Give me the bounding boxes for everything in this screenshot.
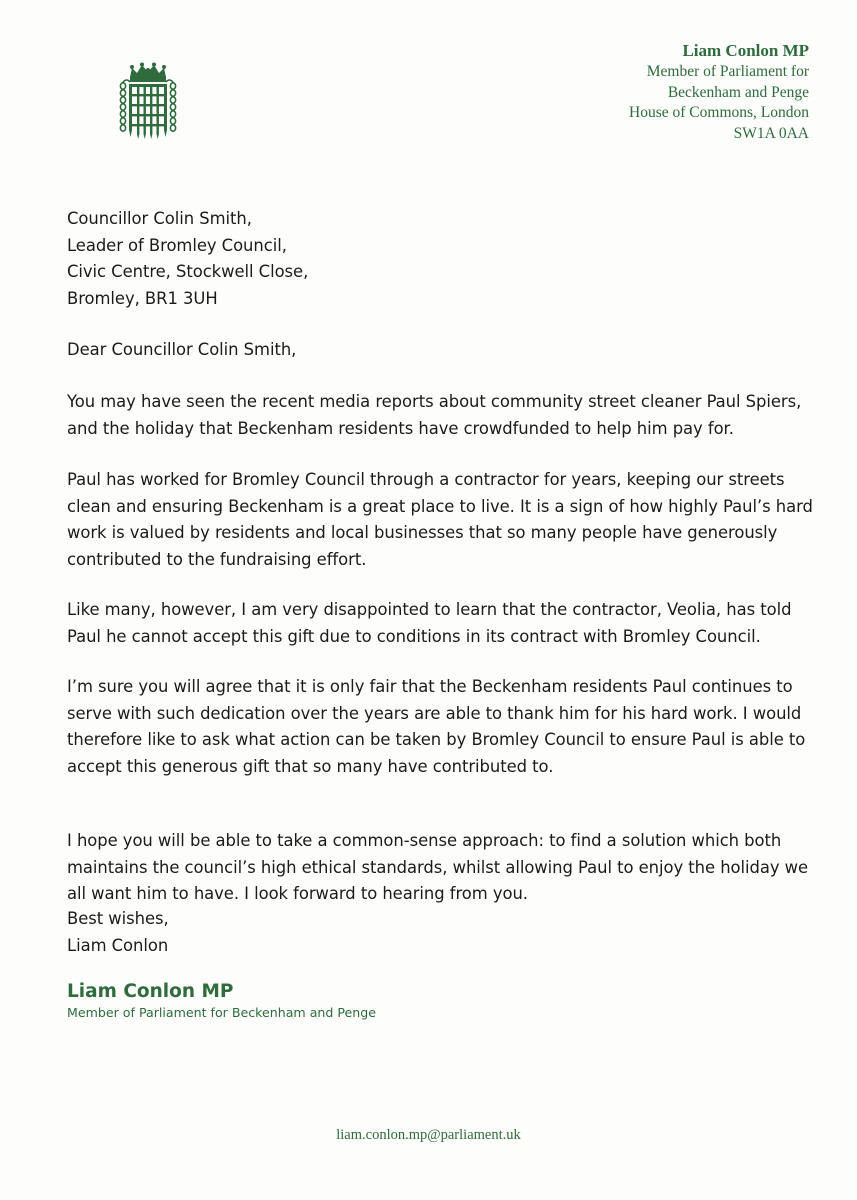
letterhead-name: Liam Conlon MP (682, 41, 809, 60)
closing-name: Liam Conlon (67, 935, 169, 955)
closing (67, 906, 827, 959)
body-paragraph: You may have seen the recent media reports about community street cleaner Paul Spiers, and the holiday that Beckenham residents have crowdfunded to help him pay for. (67, 392, 802, 438)
letterhead-postcode: SW1A 0AA (733, 124, 809, 142)
recipient-line: Civic Centre, Stockwell Close, (67, 262, 309, 281)
recipient-line: Leader of Bromley Council, (67, 235, 287, 255)
body-paragraph: I hope you will be able to take a common-sense approach: to find a solution which both maintains the council’s high ethical standards, whilst allowing Paul to enjoy the holiday we all want him to have. I look forward to hearing from you. (67, 831, 809, 903)
body-paragraph: Like many, however, I am very disappointed to learn that the contractor, Veolia, has told Paul he cannot accept this gift due to conditions in its contract with Bromley Council. (67, 600, 792, 646)
closing-signoff: Best wishes, (67, 909, 169, 928)
letterhead (629, 40, 809, 144)
body-paragraph: Paul has worked for Bromley Council through a contractor for years, keeping our streets clean and ensuring Beckenham is a great place to live. It is a sign of how highly Paul’s hard work is valued by residents and local businesses that so many people have generously contributed to the fundraising effort. (67, 470, 813, 569)
signature-block (67, 980, 376, 1022)
signature-name: Liam Conlon MP (67, 981, 234, 1002)
letterhead-line: Beckenham and Penge (667, 83, 809, 101)
portcullis-icon (113, 62, 183, 140)
letterhead-line: Member of Parliament for (646, 63, 809, 80)
recipient-line: Bromley, BR1 3UH (67, 288, 218, 308)
recipient-line: Councillor Colin Smith, (67, 209, 252, 228)
salutation: Dear Councillor Colin Smith, (67, 340, 297, 359)
recipient-address (67, 206, 827, 312)
footer-email: liam.conlon.mp@parliament.uk (336, 1127, 521, 1143)
body-paragraph: I’m sure you will agree that it is only fair that the Beckenham residents Paul continues to serve with such dedication over the years are able to thank him for his hard work. I would therefore like to ask what action can be taken by Bromley Council to ensure Paul is able to accept this generous gift that so many have contributed to. (67, 677, 806, 776)
letterhead-line: House of Commons, London (629, 104, 809, 121)
signature-title: Member of Parliament for Beckenham and Penge (67, 1005, 377, 1020)
